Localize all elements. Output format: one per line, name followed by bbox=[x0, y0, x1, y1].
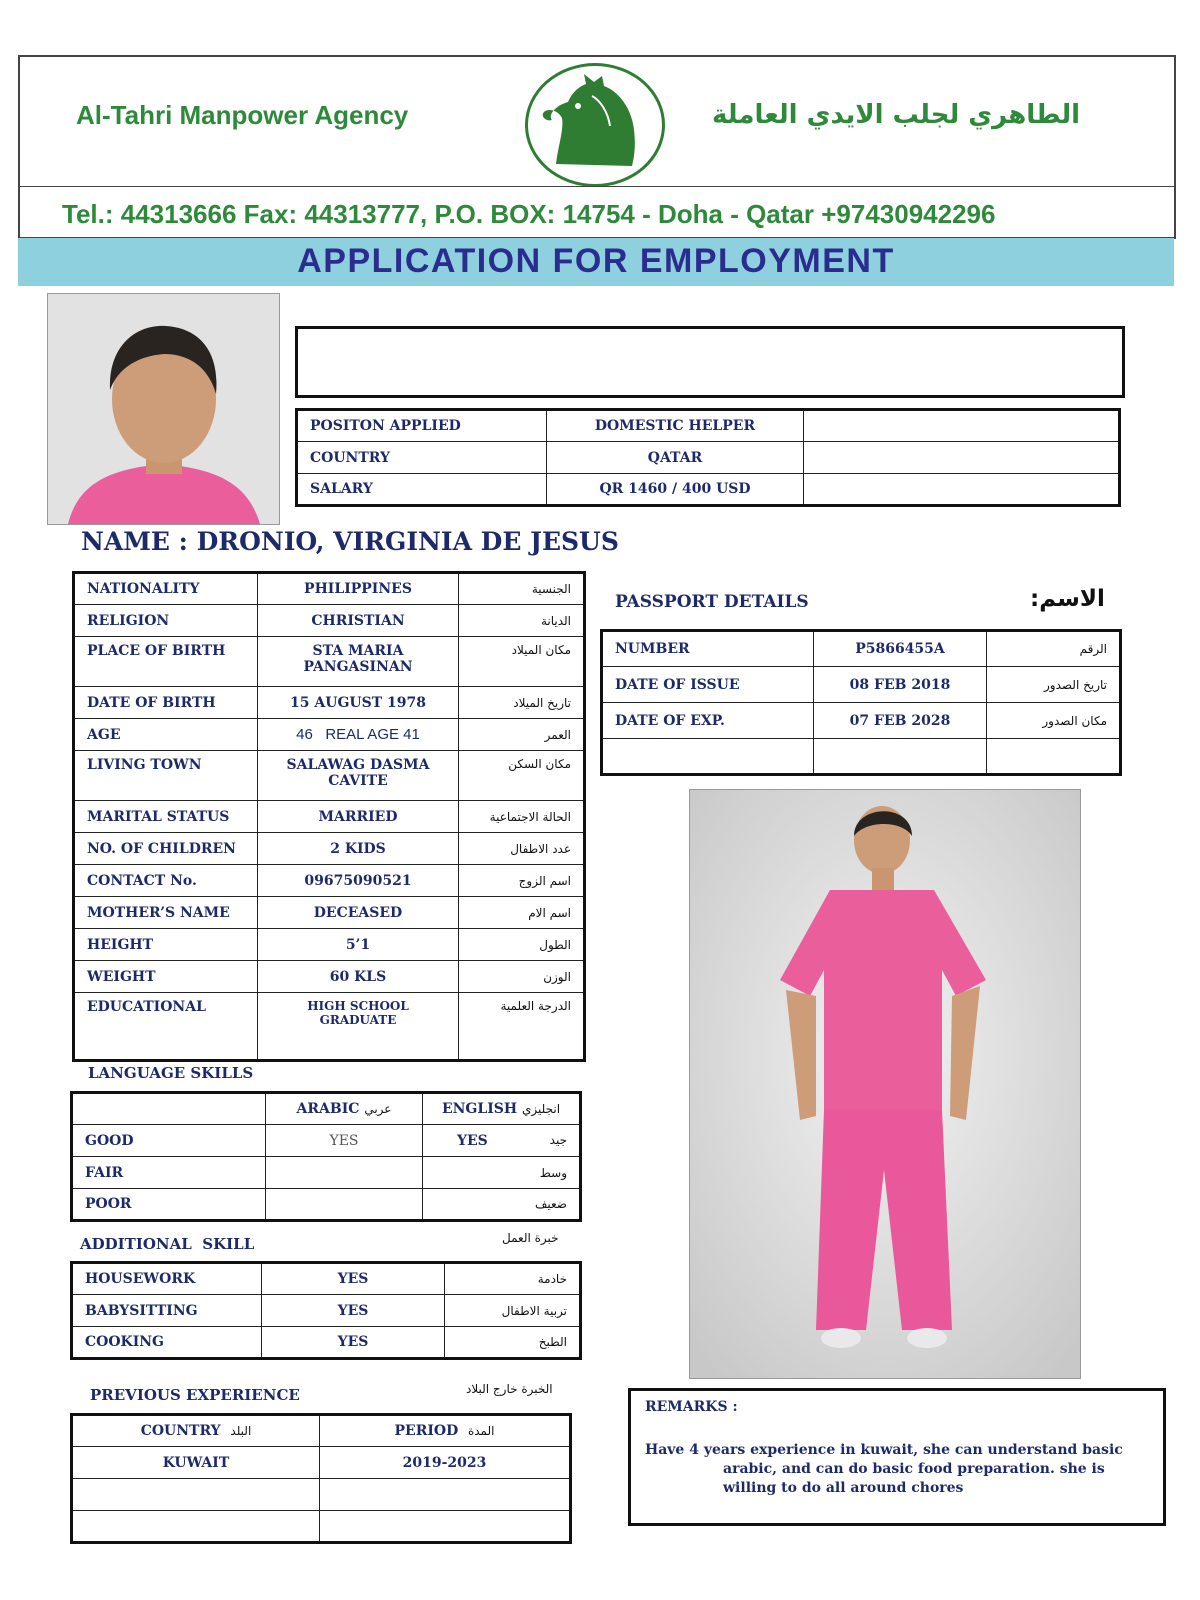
passport-blank-ar bbox=[987, 739, 1121, 775]
table-row bbox=[74, 865, 585, 897]
birthplace-label-ar: مكان الميلاد bbox=[459, 637, 585, 687]
salary-value: QR 1460 / 400 USD bbox=[547, 474, 804, 506]
passport-blank-label bbox=[602, 739, 814, 775]
remarks-line: willing to do all around chores bbox=[723, 1480, 964, 1496]
country-value: QATAR bbox=[547, 442, 804, 474]
table-row bbox=[74, 897, 585, 929]
agency-name-arabic: الطاهري لجلب الايدي العاملة bbox=[712, 100, 1081, 130]
religion-label-ar: الديانة bbox=[459, 605, 585, 637]
passport-number-label-ar: الرقم bbox=[987, 631, 1121, 667]
table-row bbox=[72, 1189, 581, 1221]
fair-ar: وسط bbox=[539, 1165, 567, 1180]
table-row bbox=[72, 1125, 581, 1157]
table-row bbox=[74, 961, 585, 993]
level-poor: POOR bbox=[72, 1189, 266, 1221]
salary-label: SALARY bbox=[297, 474, 547, 506]
table-row bbox=[72, 1295, 581, 1327]
experience-title: PREVIOUS EXPERIENCE bbox=[90, 1386, 300, 1404]
col-period-ar: المدة bbox=[467, 1424, 495, 1438]
col-english-ar: انجليزي bbox=[522, 1102, 561, 1116]
position-value: DOMESTIC HELPER bbox=[547, 410, 804, 442]
education-label-ar: الدرجة العلمية bbox=[459, 993, 585, 1061]
personal-details-table bbox=[72, 571, 586, 1062]
table-row bbox=[297, 442, 1120, 474]
babysitting-label-ar: تربية الاطفال bbox=[445, 1295, 581, 1327]
children-label: NO. OF CHILDREN bbox=[74, 833, 258, 865]
table-row bbox=[602, 739, 1121, 775]
children-label-ar: عدد الاطفال bbox=[459, 833, 585, 865]
exp-period bbox=[320, 1479, 571, 1511]
table-row bbox=[74, 637, 585, 687]
fair-english-cell bbox=[423, 1157, 581, 1189]
col-arabic-label: ARABIC bbox=[296, 1101, 360, 1117]
passport-number-value: P5866455A bbox=[814, 631, 987, 667]
poor-ar: ضعيف bbox=[534, 1197, 567, 1211]
living-town-label: LIVING TOWN bbox=[74, 751, 258, 801]
horse-head-icon bbox=[525, 63, 665, 187]
table-row bbox=[74, 993, 585, 1061]
col-arabic bbox=[266, 1093, 423, 1125]
remarks-label: REMARKS : bbox=[645, 1399, 738, 1415]
dob-label: DATE OF BIRTH bbox=[74, 687, 258, 719]
age-value: 46 REAL AGE 41 bbox=[258, 719, 459, 751]
poor-arabic bbox=[266, 1189, 423, 1221]
table-row bbox=[602, 667, 1121, 703]
mother-label-ar: اسم الام bbox=[459, 897, 585, 929]
poor-english-cell bbox=[423, 1189, 581, 1221]
religion-label: RELIGION bbox=[74, 605, 258, 637]
mother-label: MOTHER’S NAME bbox=[74, 897, 258, 929]
position-table bbox=[295, 408, 1121, 507]
salary-extra bbox=[804, 474, 1120, 506]
contact-value: 09675090521 bbox=[258, 865, 459, 897]
position-extra bbox=[804, 410, 1120, 442]
contact-label: CONTACT No. bbox=[74, 865, 258, 897]
portrait-photo bbox=[47, 293, 280, 525]
col-arabic-ar: عربي bbox=[364, 1102, 392, 1116]
children-value: 2 KIDS bbox=[258, 833, 459, 865]
agency-name: Al-Tahri Manpower Agency bbox=[76, 100, 409, 130]
fair-arabic bbox=[266, 1157, 423, 1189]
mother-value: DECEASED bbox=[258, 897, 459, 929]
birthplace-value: STA MARIA PANGASINAN bbox=[258, 637, 459, 687]
country-extra bbox=[804, 442, 1120, 474]
nationality-label-ar: الجنسية bbox=[459, 573, 585, 605]
weight-label-ar: الوزن bbox=[459, 961, 585, 993]
expiry-date-label: DATE OF EXP. bbox=[602, 703, 814, 739]
age-label: AGE bbox=[74, 719, 258, 751]
housework-label-ar: خادمة bbox=[445, 1263, 581, 1295]
col-country-label: COUNTRY bbox=[140, 1423, 221, 1439]
exp-period bbox=[320, 1511, 571, 1543]
form-title: APPLICATION FOR EMPLOYMENT bbox=[297, 242, 895, 280]
exp-country bbox=[72, 1511, 320, 1543]
living-town-value: SALAWAG DASMA CAVITE bbox=[258, 751, 459, 801]
passport-title: PASSPORT DETAILS bbox=[615, 592, 809, 612]
table-row bbox=[602, 703, 1121, 739]
position-label: POSITON APPLIED bbox=[297, 410, 547, 442]
passport-table bbox=[600, 629, 1122, 776]
col-country-ar: البلد bbox=[230, 1424, 252, 1438]
table-row bbox=[74, 929, 585, 961]
babysitting-value: YES bbox=[262, 1295, 445, 1327]
level-good: GOOD bbox=[72, 1125, 266, 1157]
babysitting-label: BABYSITTING bbox=[72, 1295, 262, 1327]
table-row bbox=[297, 410, 1120, 442]
table-row bbox=[72, 1327, 581, 1359]
issue-date-label-ar: تاريخ الصدور bbox=[987, 667, 1121, 703]
table-row bbox=[74, 605, 585, 637]
table-row bbox=[74, 751, 585, 801]
height-label: HEIGHT bbox=[74, 929, 258, 961]
skills-title: ADDITIONAL SKILL bbox=[80, 1235, 255, 1253]
language-title: LANGUAGE SKILLS bbox=[88, 1064, 254, 1082]
housework-label: HOUSEWORK bbox=[72, 1263, 262, 1295]
marital-value: MARRIED bbox=[258, 801, 459, 833]
table-row bbox=[72, 1157, 581, 1189]
language-corner bbox=[72, 1093, 266, 1125]
age-label-ar: العمر bbox=[459, 719, 585, 751]
marital-label-ar: الحالة الاجتماعية bbox=[459, 801, 585, 833]
good-english-cell bbox=[423, 1125, 581, 1157]
language-table bbox=[70, 1091, 582, 1222]
nationality-value: PHILIPPINES bbox=[258, 573, 459, 605]
contact-line: Tel.: 44313666 Fax: 44313777, P.O. BOX: 14754 - Doha - Qatar +97430942296 bbox=[62, 199, 996, 229]
skills-table bbox=[70, 1261, 582, 1360]
dob-value: 15 AUGUST 1978 bbox=[258, 687, 459, 719]
table-row bbox=[74, 573, 585, 605]
col-country bbox=[72, 1415, 320, 1447]
level-fair: FAIR bbox=[72, 1157, 266, 1189]
full-body-photo bbox=[689, 789, 1081, 1379]
passport-blank-value bbox=[814, 739, 987, 775]
good-english: YES bbox=[457, 1132, 488, 1149]
exp-country: KUWAIT bbox=[72, 1447, 320, 1479]
good-arabic: YES bbox=[266, 1125, 423, 1157]
exp-country bbox=[72, 1479, 320, 1511]
table-row bbox=[72, 1447, 571, 1479]
country-label: COUNTRY bbox=[297, 442, 547, 474]
religion-value: CHRISTIAN bbox=[258, 605, 459, 637]
table-row bbox=[74, 719, 585, 751]
dob-label-ar: تاريخ الميلاد bbox=[459, 687, 585, 719]
experience-title-ar: الخبرة خارج البلاد bbox=[466, 1382, 553, 1396]
weight-value: 60 KLS bbox=[258, 961, 459, 993]
cooking-label-ar: الطبخ bbox=[445, 1327, 581, 1359]
remarks-text bbox=[645, 1441, 1123, 1498]
col-english bbox=[423, 1093, 581, 1125]
table-row bbox=[297, 474, 1120, 506]
col-english-label: ENGLISH bbox=[441, 1101, 518, 1117]
col-period bbox=[320, 1415, 571, 1447]
education-label: EDUCATIONAL bbox=[74, 993, 258, 1061]
passport-number-label: NUMBER bbox=[602, 631, 814, 667]
cooking-label: COOKING bbox=[72, 1327, 262, 1359]
table-row bbox=[72, 1093, 581, 1125]
birthplace-label: PLACE OF BIRTH bbox=[74, 637, 258, 687]
exp-period: 2019-2023 bbox=[320, 1447, 571, 1479]
issue-date-value: 08 FEB 2018 bbox=[814, 667, 987, 703]
table-row bbox=[72, 1415, 571, 1447]
contact-label-ar: اسم الزوج bbox=[459, 865, 585, 897]
table-row bbox=[72, 1511, 571, 1543]
table-row bbox=[602, 631, 1121, 667]
col-period-label: PERIOD bbox=[394, 1423, 459, 1439]
table-row bbox=[74, 801, 585, 833]
nationality-label: NATIONALITY bbox=[74, 573, 258, 605]
living-town-label-ar: مكان السكن bbox=[459, 751, 585, 801]
skills-title-ar: خبرة العمل bbox=[502, 1231, 559, 1245]
expiry-date-value: 07 FEB 2028 bbox=[814, 703, 987, 739]
name-entry-box bbox=[295, 326, 1125, 398]
education-value: HIGH SCHOOL GRADUATE bbox=[258, 993, 459, 1061]
remarks-line: Have 4 years experience in kuwait, she can understand basic bbox=[645, 1442, 1123, 1458]
table-row bbox=[72, 1479, 571, 1511]
height-value: 5’1 bbox=[258, 929, 459, 961]
applicant-name: NAME : DRONIO, VIRGINIA DE JESUS bbox=[81, 527, 619, 556]
issue-date-label: DATE OF ISSUE bbox=[602, 667, 814, 703]
table-row bbox=[74, 687, 585, 719]
weight-label: WEIGHT bbox=[74, 961, 258, 993]
experience-table bbox=[70, 1413, 572, 1544]
housework-value: YES bbox=[262, 1263, 445, 1295]
table-row bbox=[72, 1263, 581, 1295]
expiry-date-label-ar: مكان الصدور bbox=[987, 703, 1121, 739]
height-label-ar: الطول bbox=[459, 929, 585, 961]
name-label-arabic: الاسم: bbox=[1030, 586, 1105, 612]
good-ar: جيد bbox=[549, 1132, 567, 1147]
cooking-value: YES bbox=[262, 1327, 445, 1359]
marital-label: MARITAL STATUS bbox=[74, 801, 258, 833]
remarks-line: arabic, and can do basic food preparation. she is bbox=[723, 1461, 1105, 1477]
table-row bbox=[74, 833, 585, 865]
